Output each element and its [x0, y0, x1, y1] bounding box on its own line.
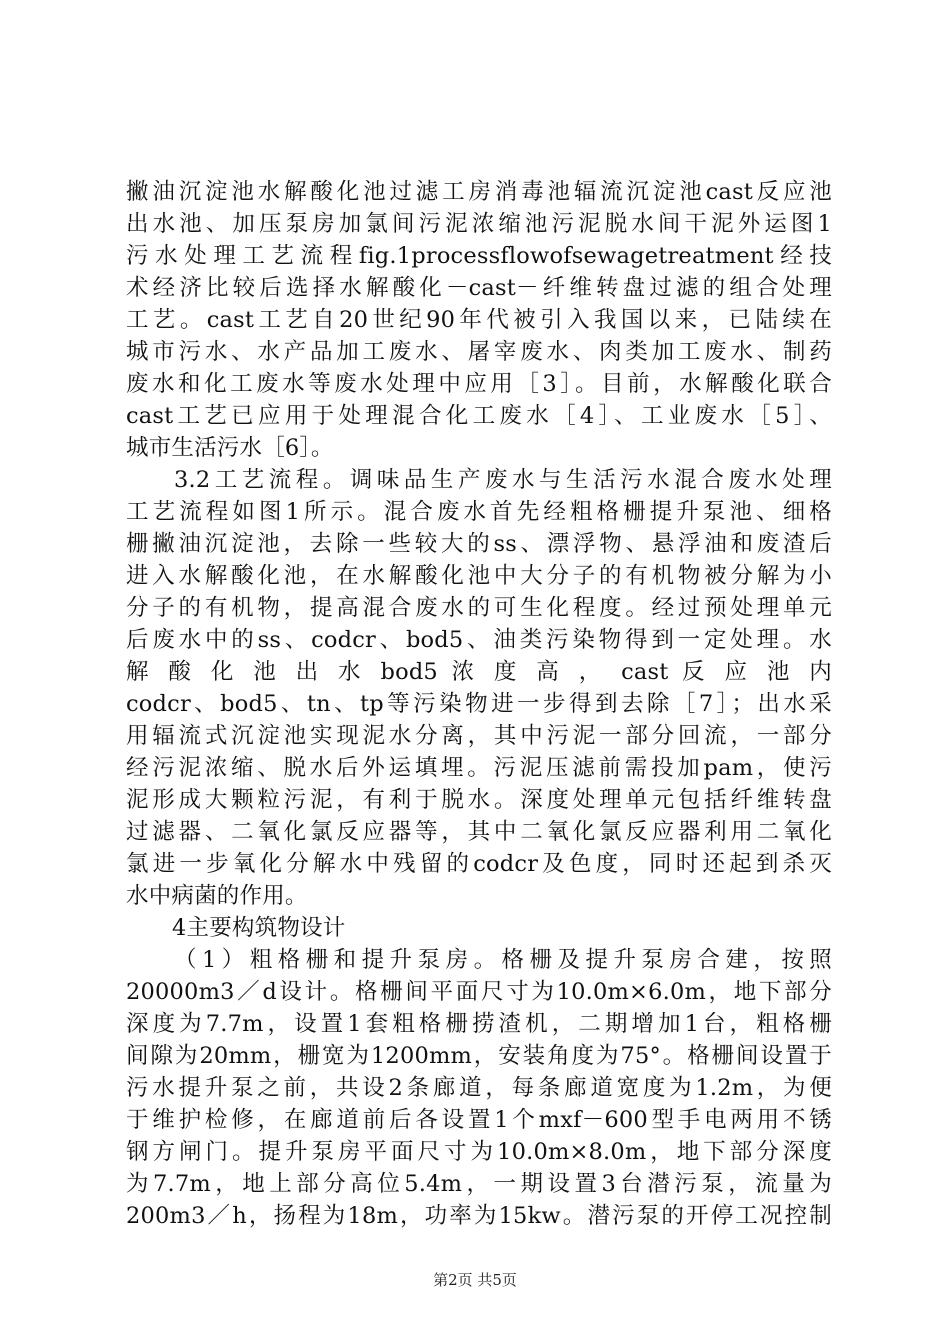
body-text [126, 176, 832, 1232]
text-line: 污水处理工艺流程fig.1processflowofsewagetreatment经技 [126, 243, 832, 269]
text-line: 栅撇油沉淀池，去除一些较大的ss、漂浮物、悬浮油和废渣后 [126, 531, 832, 557]
text-line: 200m3／h，扬程为18m，功率为15kw。潜污泵的开停工况控制 [126, 1203, 832, 1229]
text-line: 污水提升泵之前，共设2条廊道，每条廊道宽度为1.2m，为便 [126, 1075, 832, 1101]
text-line: （1）粗格栅和提升泵房。格栅及提升泵房合建，按照 [174, 947, 832, 973]
text-line: 后废水中的ss、codcr、bod5、油类污染物得到一定处理。水 [126, 627, 832, 653]
text-line: 工艺流程如图1所示。混合废水首先经粗格栅提升泵池、细格 [126, 499, 832, 525]
text-line: cast工艺已应用于处理混合化工废水［4］、工业废水［5］、 [126, 403, 832, 429]
text-line: 出水池、加压泵房加氯间污泥浓缩池污泥脱水间干泥外运图1 [126, 211, 832, 237]
text-line: 深度为7.7m，设置1套粗格栅捞渣机，二期增加1台，粗格栅 [126, 1011, 832, 1037]
text-line: codcr、bod5、tn、tp等污染物进一步得到去除［7］；出水采 [126, 691, 832, 717]
text-line: 20000m3／d设计。格栅间平面尺寸为10.0m×6.0m，地下部分 [126, 979, 832, 1005]
text-line: 废水和化工废水等废水处理中应用［3］。目前，水解酸化联合 [126, 371, 832, 397]
text-line: 解 酸 化 池 出 水 bod5 浓 度 高 ， cast 反 应 池 内 [126, 659, 832, 685]
text-line: 钢方闸门。提升泵房平面尺寸为10.0m×8.0m，地下部分深度 [126, 1139, 832, 1165]
text-line: 水中病菌的作用。 [126, 883, 308, 909]
text-line: 术经济比较后选择水解酸化－cast－纤维转盘过滤的组合处理 [126, 275, 832, 301]
text-line: 为7.7m，地上部分高位5.4m，一期设置3台潜污泵，流量为 [126, 1171, 832, 1197]
text-line: 分子的有机物，提高混合废水的可生化程度。经过预处理单元 [126, 595, 832, 621]
text-line: 撇油沉淀池水解酸化池过滤工房消毒池辐流沉淀池cast反应池 [126, 179, 832, 205]
text-line: 进入水解酸化池，在水解酸化池中大分子的有机物被分解为小 [126, 563, 832, 589]
text-line: 于维护检修，在廊道前后各设置1个mxf－600型手电两用不锈 [126, 1107, 832, 1133]
text-line: 城市生活污水［6］。 [126, 435, 334, 461]
text-line: 3.2工艺流程。调味品生产废水与生活污水混合废水处理 [174, 467, 832, 493]
text-line: 用辐流式沉淀池实现泥水分离，其中污泥一部分回流，一部分 [126, 723, 832, 749]
text-line: 过滤器、二氧化氯反应器等，其中二氧化氯反应器利用二氧化 [126, 819, 832, 845]
page-footer: 第2页 共5页 [433, 1271, 517, 1289]
text-line: 间隙为20mm，栅宽为1200mm，安装角度为75°。格栅间设置于 [126, 1043, 832, 1069]
text-line: 工艺。cast工艺自20世纪90年代被引入我国以来，已陆续在 [126, 307, 832, 333]
text-line: 4主要构筑物设计 [172, 915, 346, 941]
text-line: 氯进一步氧化分解水中残留的codcr及色度，同时还起到杀灭 [126, 851, 832, 877]
text-line: 经污泥浓缩、脱水后外运填埋。污泥压滤前需投加pam，使污 [126, 755, 832, 781]
text-line: 泥形成大颗粒污泥，有利于脱水。深度处理单元包括纤维转盘 [126, 787, 832, 813]
text-line: 城市污水、水产品加工废水、屠宰废水、肉类加工废水、制药 [126, 339, 832, 365]
